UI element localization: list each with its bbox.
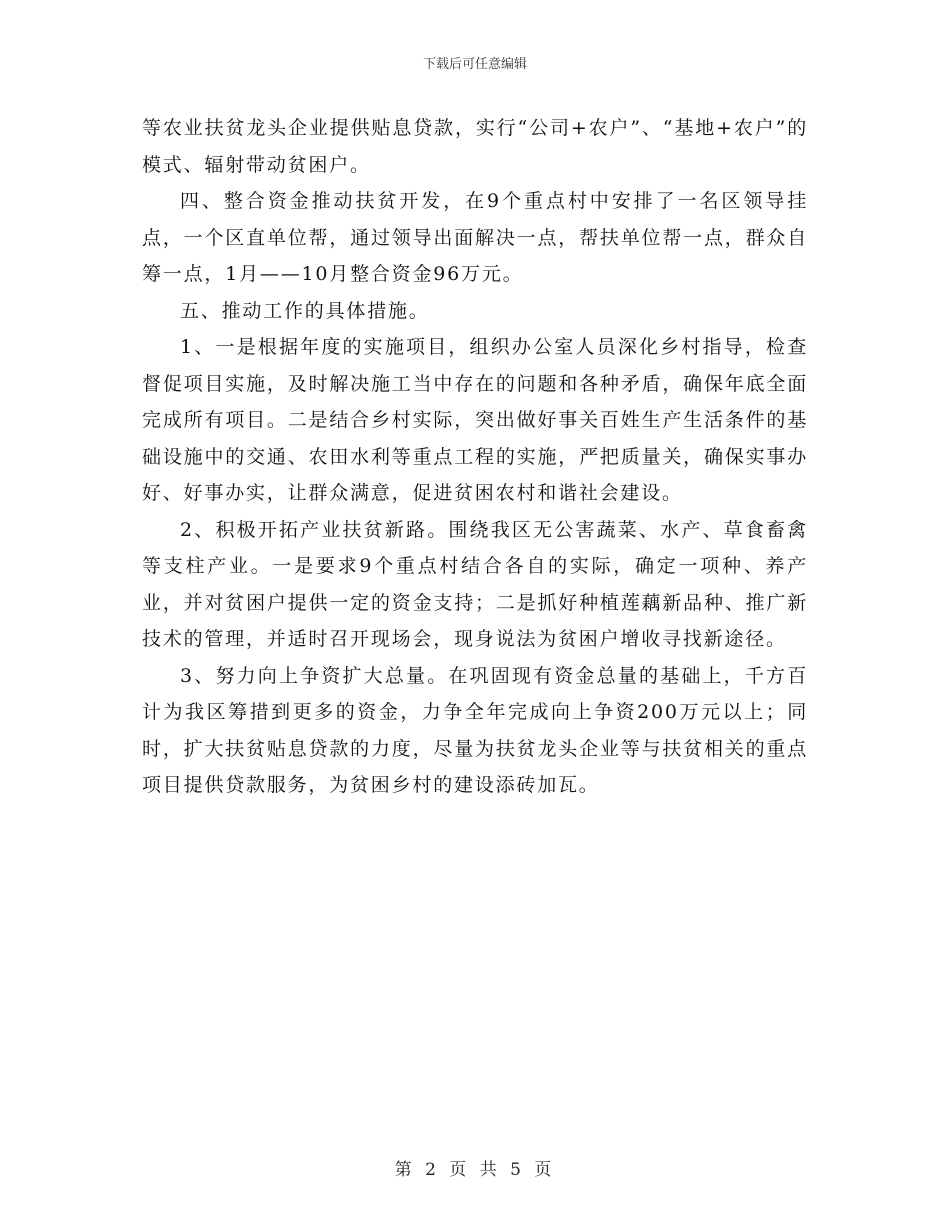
page-header: 下载后可任意编辑 (422, 57, 527, 72)
page-number-footer: 第 2 页 共 5 页 (394, 1160, 556, 1180)
paragraph-measure-2: 2、积极开拓产业扶贫新路。围绕我区无公害蔬菜、水产、草食畜禽等支柱产业。一是要求9个重点村结合各自的实际，确定一项种、养产业，并对贫困户提供一定的资金支持；二是抓好种植莲藕新品种、推广新技术的管理，并适时召开现场会，现身说法为贫困户增收寻找新途径。 (142, 518, 808, 650)
paragraph-measure-1: 1、一是根据年度的实施项目，组织办公室人员深化乡村指导，检查督促项目实施，及时解决施工当中存在的问题和各种矛盾，确保年底全面完成所有项目。二是结合乡村实际，突出做好事关百姓生产生活条件的基础设施中的交通、农田水利等重点工程的实施，严把质量关，确保实事办好、好事办实，让群众满意，促进贫困农村和谐社会建设。 (142, 336, 808, 504)
document-body (142, 110, 808, 804)
paragraph-measure-3: 3、努力向上争资扩大总量。在巩固现有资金总量的基础上，千方百计为我区筹措到更多的资金，力争全年完成向上争资200万元以上；同时，扩大扶贫贴息贷款的力度，尽量为扶贫龙头企业等与扶贫相关的重点项目提供贷款服务，为贫困乡村的建设添砖加瓦。 (142, 664, 808, 796)
paragraph-section-four: 四、整合资金推动扶贫开发，在9个重点村中安排了一名区领导挂点，一个区直单位帮，通过领导出面解决一点，帮扶单位帮一点，群众自筹一点，1月——10月整合资金96万元。 (142, 190, 808, 285)
paragraph-continuation: 等农业扶贫龙头企业提供贴息贷款，实行“公司+农户”、“基地+农户”的模式、辐射带动贫困户。 (142, 117, 808, 176)
paragraph-section-five-heading: 五、推动工作的具体措施。 (180, 299, 430, 322)
